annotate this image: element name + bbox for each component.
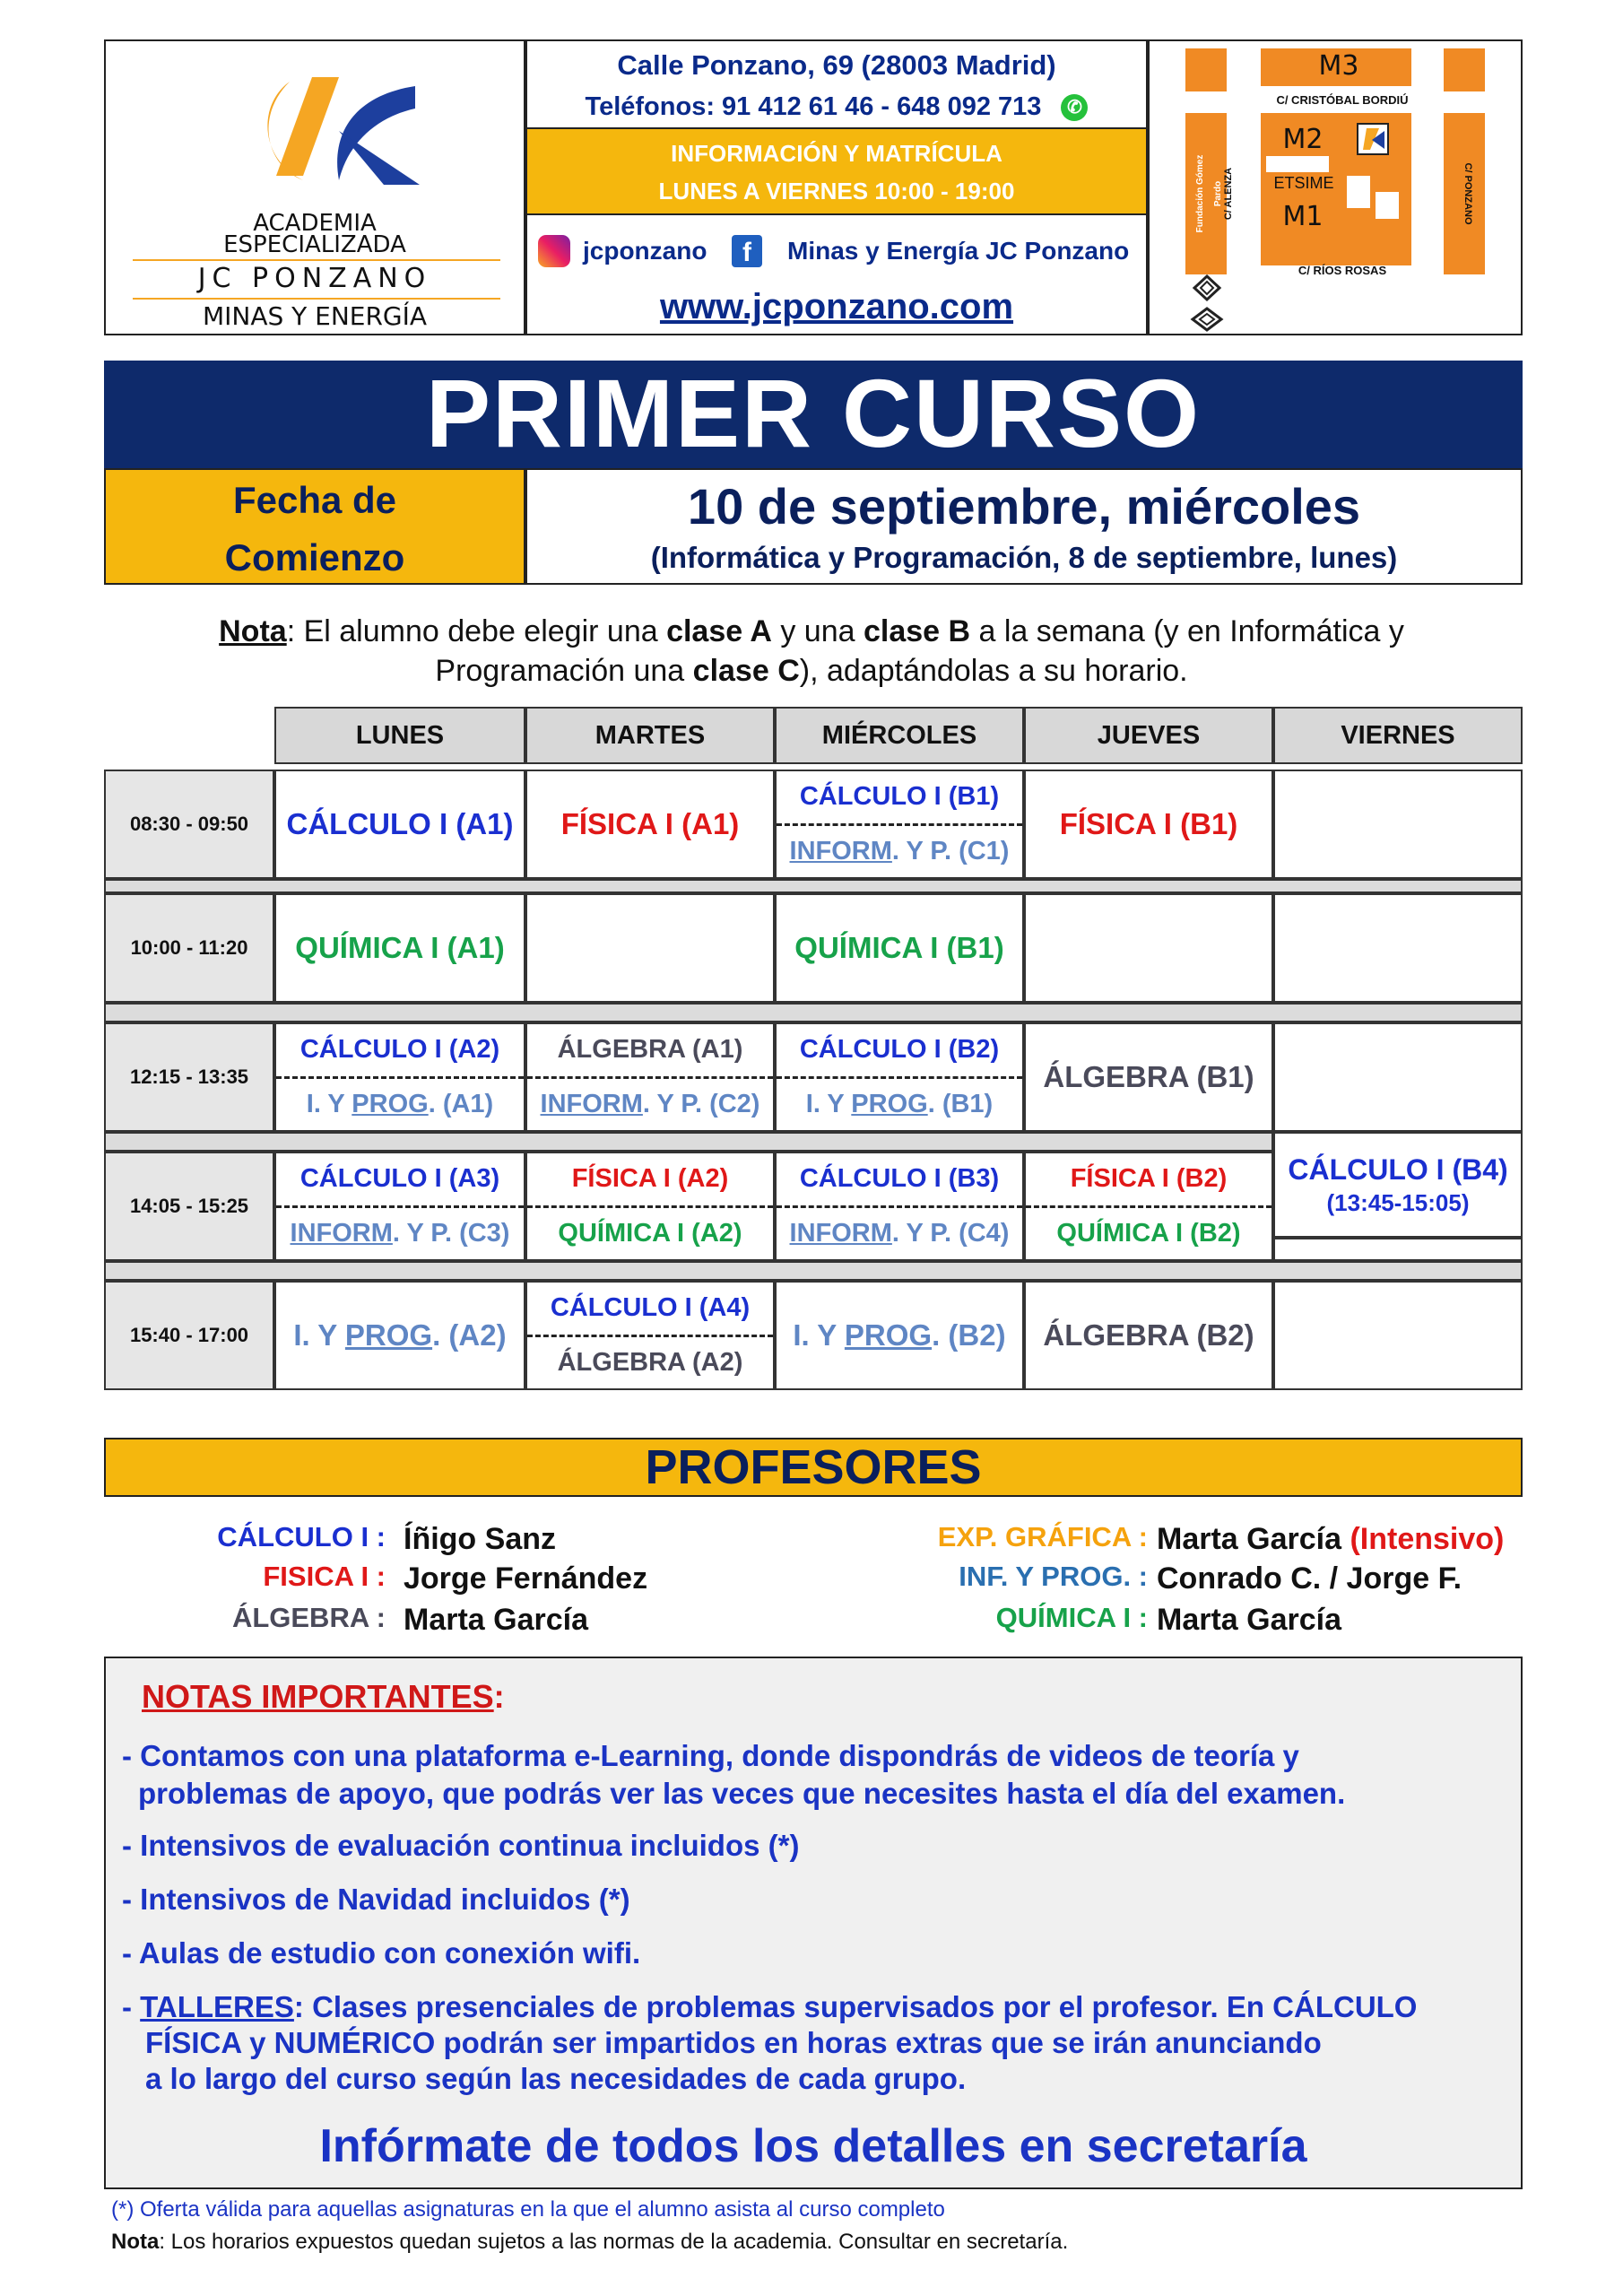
- class-calculo-a2: CÁLCULO I (A2): [276, 1024, 524, 1079]
- start-date-label: Fecha de Comienzo: [104, 468, 525, 585]
- notas-title: NOTAS IMPORTANTES:: [142, 1678, 505, 1715]
- class-inform-c3: INFORM . Y P. (C3): [290, 1218, 510, 1248]
- footer-nota: Nota: Los horarios expuestos quedan sujetos a las normas de la academia. Consultar en secretaría.: [111, 2230, 1069, 2254]
- class-cell-empty: [1273, 1238, 1523, 1261]
- start-date: 10 de septiembre, miércoles: [687, 478, 1361, 535]
- info-title: INFORMACIÓN Y MATRÍCULA: [671, 140, 1002, 167]
- row-separator: [104, 1003, 1523, 1022]
- class-algebra-a1: ÁLGEBRA (A1): [527, 1024, 773, 1079]
- prof-label-algebra: ÁLGEBRA :: [231, 1602, 386, 1633]
- nota-talleres-3: a lo largo del curso según las necesidades de cada grupo.: [145, 2062, 967, 2095]
- instagram-handle[interactable]: jcponzano: [583, 237, 707, 265]
- class-cell-empty: [1024, 893, 1273, 1003]
- prof-name-fisica: Jorge Fernández: [404, 1561, 648, 1596]
- class-iprog-b2: I. Y PROG . (B2): [775, 1281, 1024, 1390]
- nota-text: Nota: El alumno debe elegir una clase A y una clase B a la semana (y en Informática y Programación una clase C), adaptándolas a su horario.: [219, 614, 1404, 688]
- footer-offer: (*) Oferta válida para aquellas asignaturas en la que el alumno asista al curso completo: [111, 2197, 945, 2222]
- logo-text-especializada: ESPECIALIZADA: [223, 231, 406, 258]
- class-fisica-a2: FÍSICA I (A2): [527, 1153, 773, 1208]
- class-iprog-b1: I. Y PROG . (B1): [805, 1089, 994, 1118]
- logo-text-academia: ACADEMIA: [253, 210, 377, 237]
- class-cell-empty: [525, 893, 775, 1003]
- day-header-miercoles: MIÉRCOLES: [775, 707, 1024, 764]
- class-cell-mar-4: [525, 1152, 775, 1261]
- info-hours: LUNES A VIERNES 10:00 - 19:00: [658, 178, 1015, 204]
- contact-panel: [525, 39, 1148, 335]
- class-quimica-a2: QUÍMICA I (A2): [558, 1218, 742, 1248]
- time-slot-2: 10:00 - 11:20: [104, 893, 274, 1003]
- prof-label-expgrafica: EXP. GRÁFICA :: [937, 1521, 1148, 1552]
- class-inform-c1: INFORM . Y P. (C1): [789, 836, 1010, 865]
- prof-label-infprog: INF. Y PROG. :: [959, 1561, 1148, 1592]
- class-calculo-b3: CÁLCULO I (B3): [777, 1153, 1022, 1208]
- cta-secretaria: Infórmate de todos los detalles en secretaría: [319, 2120, 1307, 2172]
- logo-divider-top: [133, 259, 500, 261]
- class-cell-empty: [1273, 1022, 1523, 1132]
- logo-text-minas: MINAS Y ENERGÍA: [202, 301, 428, 331]
- prof-name-infprog: Conrado C. / Jorge F.: [1157, 1561, 1462, 1596]
- prof-name-quimica: Marta García: [1157, 1603, 1341, 1637]
- nota-intensivos-navidad: - Intensivos de Navidad incluidos (*): [122, 1883, 630, 1916]
- notas-importantes-panel: [104, 1657, 1523, 2189]
- academy-logo: [104, 39, 525, 335]
- class-calculo-b2: CÁLCULO I (B2): [777, 1024, 1022, 1079]
- info-band: [527, 127, 1146, 215]
- prof-name-calculo: Íñigo Sanz: [404, 1522, 556, 1556]
- logo-divider-bottom: [133, 298, 500, 300]
- nota-elearning-2: problemas de apoyo, que podrás ver las veces que necesites hasta el día del examen.: [138, 1777, 1346, 1810]
- map-street-left: C/ ALENZA: [1223, 167, 1234, 221]
- day-header-jueves: JUEVES: [1024, 707, 1273, 764]
- map-street-top: C/ CRISTÓBAL BORDIÚ: [1276, 93, 1409, 107]
- class-algebra-b2: ÁLGEBRA (B2): [1024, 1281, 1273, 1390]
- class-calculo-b4: CÁLCULO I (B4) (13:45-15:05): [1273, 1132, 1523, 1238]
- class-algebra-b1: ÁLGEBRA (B1): [1024, 1022, 1273, 1132]
- location-map: [1148, 39, 1523, 335]
- class-cell-empty: [1273, 893, 1523, 1003]
- address-block: [527, 41, 1146, 127]
- phones: Teléfonos: 91 412 61 46 - 648 092 713 ✆: [527, 86, 1146, 127]
- class-cell-jue-4: [1024, 1152, 1273, 1261]
- class-inform-c4: INFORM . Y P. (C4): [789, 1218, 1010, 1248]
- class-fisica-b1: FÍSICA I (B1): [1024, 770, 1273, 879]
- website-link[interactable]: www.jcponzano.com: [659, 287, 1014, 326]
- prof-label-fisica: FISICA I :: [263, 1561, 386, 1592]
- class-fisica-b2: FÍSICA I (B2): [1026, 1153, 1271, 1208]
- class-quimica-b1: QUÍMICA I (B1): [775, 893, 1024, 1003]
- page-title: PRIMER CURSO: [104, 361, 1523, 468]
- class-fisica-a1: FÍSICA I (A1): [525, 770, 775, 879]
- prof-label-quimica: QUÍMICA I :: [995, 1602, 1148, 1633]
- prof-name-algebra: Marta García: [404, 1603, 588, 1637]
- class-algebra-a2: ÁLGEBRA (A2): [557, 1347, 743, 1377]
- time-slot-4: 14:05 - 15:25: [104, 1152, 274, 1261]
- class-calculo-a1: CÁLCULO I (A1): [274, 770, 525, 879]
- class-quimica-b2: QUÍMICA I (B2): [1056, 1218, 1241, 1248]
- class-calculo-a3: CÁLCULO I (A3): [276, 1153, 524, 1208]
- class-calculo-a4: CÁLCULO I (A4): [527, 1283, 773, 1337]
- nota-talleres-2: FÍSICA y NUMÉRICO podrán ser impartidos en horas extras que se irán anunciando: [145, 2026, 1322, 2059]
- map-label-m3: M3: [1318, 50, 1359, 82]
- whatsapp-icon: ✆: [1061, 94, 1088, 121]
- class-cell-mar-3: [525, 1022, 775, 1132]
- class-cell-lun-4: [274, 1152, 525, 1261]
- day-header-lunes: LUNES: [274, 707, 525, 764]
- row-separator: [104, 879, 1523, 893]
- instagram-icon: [538, 235, 570, 267]
- address: Calle Ponzano, 69 (28003 Madrid): [617, 49, 1056, 81]
- class-inform-c2: INFORM . Y P. (C2): [540, 1089, 760, 1118]
- class-calculo-b1: CÁLCULO I (B1): [777, 771, 1022, 826]
- map-label-fundacion: Fundación Gómez Pardo: [1195, 154, 1223, 233]
- nota-elearning-1: - Contamos con una plataforma e-Learning, donde dispondrás de videos de teoría y: [122, 1739, 1299, 1772]
- map-label-m2: M2: [1282, 124, 1324, 155]
- nota-intensivos-evaluacion: - Intensivos de evaluación continua incluidos (*): [122, 1829, 800, 1862]
- time-slot-1: 08:30 - 09:50: [104, 770, 274, 879]
- start-date-note: (Informática y Programación, 8 de septiembre, lunes): [650, 541, 1398, 574]
- row-separator: [104, 1261, 1523, 1281]
- map-label-etsime: ETSIME: [1273, 174, 1334, 192]
- prof-name-expgrafica: Marta García (Intensivo): [1157, 1522, 1505, 1556]
- class-cell-mar-5: [525, 1281, 775, 1390]
- class-cell-mie-1: [775, 770, 1024, 879]
- class-cell-empty: [1273, 1281, 1523, 1390]
- logo-text-jc-ponzano: JC PONZANO: [197, 263, 432, 294]
- nota-aulas-wifi: - Aulas de estudio con conexión wifi.: [122, 1936, 641, 1970]
- map-street-bottom: C/ RÍOS ROSAS: [1298, 264, 1387, 277]
- class-quimica-a1: QUÍMICA I (A1): [274, 893, 525, 1003]
- day-header-martes: MARTES: [525, 707, 775, 764]
- time-slot-5: 15:40 - 17:00: [104, 1281, 274, 1390]
- profesores-title: PROFESORES: [104, 1438, 1523, 1497]
- map-street-right: C/ PONZANO: [1462, 162, 1473, 225]
- jc-logo-icon: [204, 68, 429, 194]
- row-separator: [104, 1132, 1273, 1152]
- facebook-icon: f: [732, 235, 762, 267]
- prof-label-calculo: CÁLCULO I :: [217, 1521, 386, 1552]
- class-cell-mie-3: [775, 1022, 1024, 1132]
- map-label-m1: M1: [1282, 201, 1324, 232]
- class-iprog-a2: I. Y PROG . (A2): [274, 1281, 525, 1390]
- social-links: [527, 215, 1146, 287]
- day-header-viernes: VIERNES: [1273, 707, 1523, 764]
- nota-talleres-1: - TALLERES: Clases presenciales de problemas supervisados por el profesor. En CÁLCULO: [122, 1990, 1418, 2023]
- start-date-value: [525, 468, 1523, 585]
- class-iprog-a1: I. Y PROG . (A1): [306, 1089, 494, 1118]
- facebook-page[interactable]: Minas y Energía JC Ponzano: [787, 237, 1130, 265]
- class-cell-empty: [1273, 770, 1523, 879]
- class-cell-lun-3: [274, 1022, 525, 1132]
- class-cell-mie-4: [775, 1152, 1024, 1261]
- time-slot-3: 12:15 - 13:35: [104, 1022, 274, 1132]
